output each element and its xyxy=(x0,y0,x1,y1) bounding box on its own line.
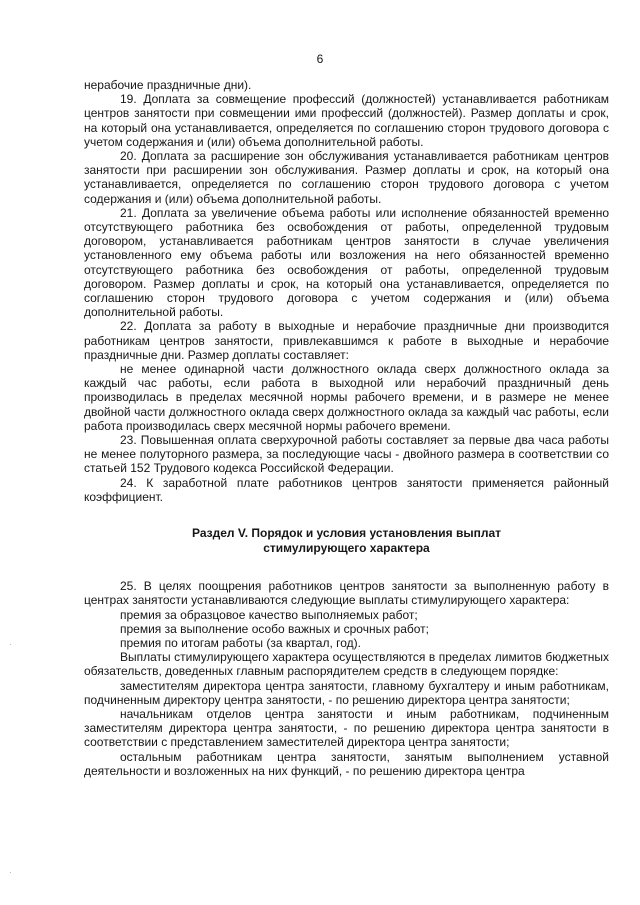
paragraph: 20. Доплата за расширение зон обслуживания устанавливается работникам центров занятости при расширении зон обслуживания. Размер доплаты и срок, на который она устанавливается, определяется по соглашению сторон трудового договора с учетом содержания и (или) объема дополнительной работы. xyxy=(84,149,609,206)
page-number: 6 xyxy=(316,52,324,66)
section-heading-line-1: Раздел V. Порядок и условия установления выплат xyxy=(191,526,502,541)
paragraph: премия за образцовое качество выполняемых работ; xyxy=(120,607,418,622)
section-heading-line-2: стимулирующего характера xyxy=(263,541,430,556)
paragraph: не менее одинарной части должностного оклада сверх должностного оклада за каждый час работы, если работа в выходной или нерабочий праздничный день производилась в пределах месячной нормы рабочего времени, и в размере не менее двойной части должностного оклада сверх должностного оклада за каждый час работы, если работа производилась сверх месячной нормы рабочего времени. xyxy=(84,362,609,433)
paragraphs-after-section xyxy=(84,579,609,778)
paragraphs-before-section xyxy=(84,78,609,504)
paragraph: нерабочие праздничные дни). xyxy=(84,78,252,92)
paragraph: 25. В целях поощрения работников центров занятости за выполненную работу в центрах занятости устанавливаются следующие выплаты стимулирующего характера: xyxy=(84,579,609,608)
paragraph: 23. Повышенная оплата сверхурочной работы составляет за первые два часа работы не менее полуторного размера, за последующие часы - двойного размера в соответствии со статьей 152 Трудового кодекса Российской Федерации. xyxy=(84,433,609,476)
paragraph: 19. Доплата за совмещение профессий (должностей) устанавливается работникам центров занятости при совмещении ими профессий (должностей). Размер доплаты и срок, на который она устанавливается, определяется по соглашению сторон трудового договора с учетом содержания и (или) объема дополнительной работы. xyxy=(84,92,609,149)
section-heading xyxy=(84,526,609,556)
margin-dot: · xyxy=(9,868,12,877)
paragraph: Выплаты стимулирующего характера осуществляются в пределах лимитов бюджетных обязательств, доведенных главным распорядителем средств в следующем порядке: xyxy=(84,650,609,679)
paragraph: 22. Доплата за работу в выходные и нерабочие праздничные дни производится работникам центров занятости, привлекавшимся к работе в выходные и нерабочие праздничные дни. Размер доплаты составляет: xyxy=(84,319,609,362)
paragraph: премия по итогам работы (за квартал, год). xyxy=(120,635,361,650)
paragraph: премия за выполнение особо важных и срочных работ; xyxy=(120,621,429,636)
paragraph: 21. Доплата за увеличение объема работы или исполнение обязанностей временно отсутствующего работника без освобождения от работы, определенной трудовым договором, устанавливается работникам центров занятости в случае увеличения установленного ему объема работы или возложения на него обязанностей временно отсутствующего работника без освобождения от работы, определенной трудовым договором. Размер доплаты и срок, на который она устанавливается, определяется по соглашению сторон трудового договора с учетом содержания и (или) объема дополнительной работы. xyxy=(84,205,609,320)
margin-dot: · xyxy=(9,640,12,649)
paragraph: 24. К заработной плате работников центров занятости применяется районный коэффициент. xyxy=(84,475,609,504)
paragraph: заместителям директора центра занятости, главному бухгалтеру и иным работникам, подчиненным директору центра занятости, - по решению директора центра занятости; xyxy=(84,678,609,707)
document-body xyxy=(84,78,609,778)
paragraph: остальным работникам центра занятости, занятым выполнением уставной деятельности и возложенных на них функций, - по решению директора центра xyxy=(84,749,609,778)
paragraph: начальникам отделов центра занятости и иным работникам, подчиненным заместителям директора центра занятости, - по решению директора центра занятости в соответствии с представлением заместителей директора центра занятости; xyxy=(84,706,609,750)
